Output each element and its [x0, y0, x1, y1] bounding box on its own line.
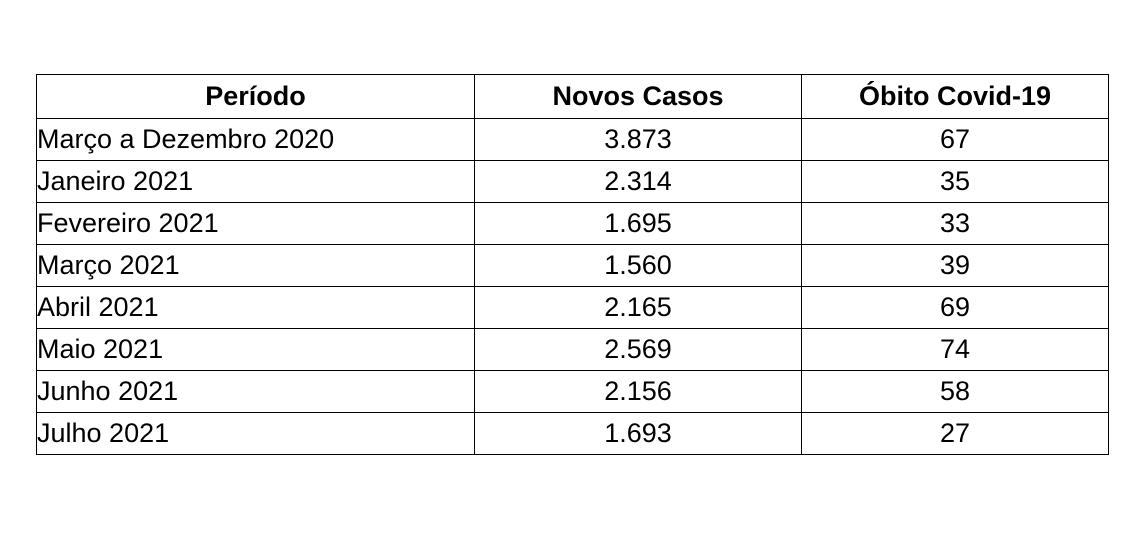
cell-obitos: 39: [802, 245, 1109, 287]
cell-obitos: 74: [802, 329, 1109, 371]
column-header-obito-covid: Óbito Covid-19: [802, 75, 1109, 119]
cell-novos-casos: 1.695: [475, 203, 802, 245]
cell-obitos: 27: [802, 413, 1109, 455]
cell-novos-casos: 1.560: [475, 245, 802, 287]
cell-novos-casos: 2.314: [475, 161, 802, 203]
cell-periodo: Junho 2021: [37, 371, 475, 413]
cell-novos-casos: 2.156: [475, 371, 802, 413]
cell-periodo: Março a Dezembro 2020: [37, 119, 475, 161]
cell-obitos: 35: [802, 161, 1109, 203]
cell-periodo: Maio 2021: [37, 329, 475, 371]
cell-periodo: Abril 2021: [37, 287, 475, 329]
table-body: [37, 119, 1109, 455]
cell-periodo: Março 2021: [37, 245, 475, 287]
table-row: [37, 203, 1109, 245]
table-row: [37, 161, 1109, 203]
cell-novos-casos: 1.693: [475, 413, 802, 455]
table-row: [37, 287, 1109, 329]
table-row: [37, 413, 1109, 455]
table-row: [37, 245, 1109, 287]
cell-periodo: Fevereiro 2021: [37, 203, 475, 245]
table-row: [37, 329, 1109, 371]
cell-obitos: 69: [802, 287, 1109, 329]
cell-novos-casos: 2.569: [475, 329, 802, 371]
table-header-row: [37, 75, 1109, 119]
cell-obitos: 58: [802, 371, 1109, 413]
column-header-novos-casos: Novos Casos: [475, 75, 802, 119]
cell-obitos: 33: [802, 203, 1109, 245]
table-header: [37, 75, 1109, 119]
cell-periodo: Janeiro 2021: [37, 161, 475, 203]
cell-novos-casos: 3.873: [475, 119, 802, 161]
table-row: [37, 119, 1109, 161]
covid-data-table: [36, 74, 1109, 455]
cell-obitos: 67: [802, 119, 1109, 161]
cell-novos-casos: 2.165: [475, 287, 802, 329]
table-container: [36, 74, 1108, 455]
table-row: [37, 371, 1109, 413]
column-header-periodo: Período: [37, 75, 475, 119]
cell-periodo: Julho 2021: [37, 413, 475, 455]
